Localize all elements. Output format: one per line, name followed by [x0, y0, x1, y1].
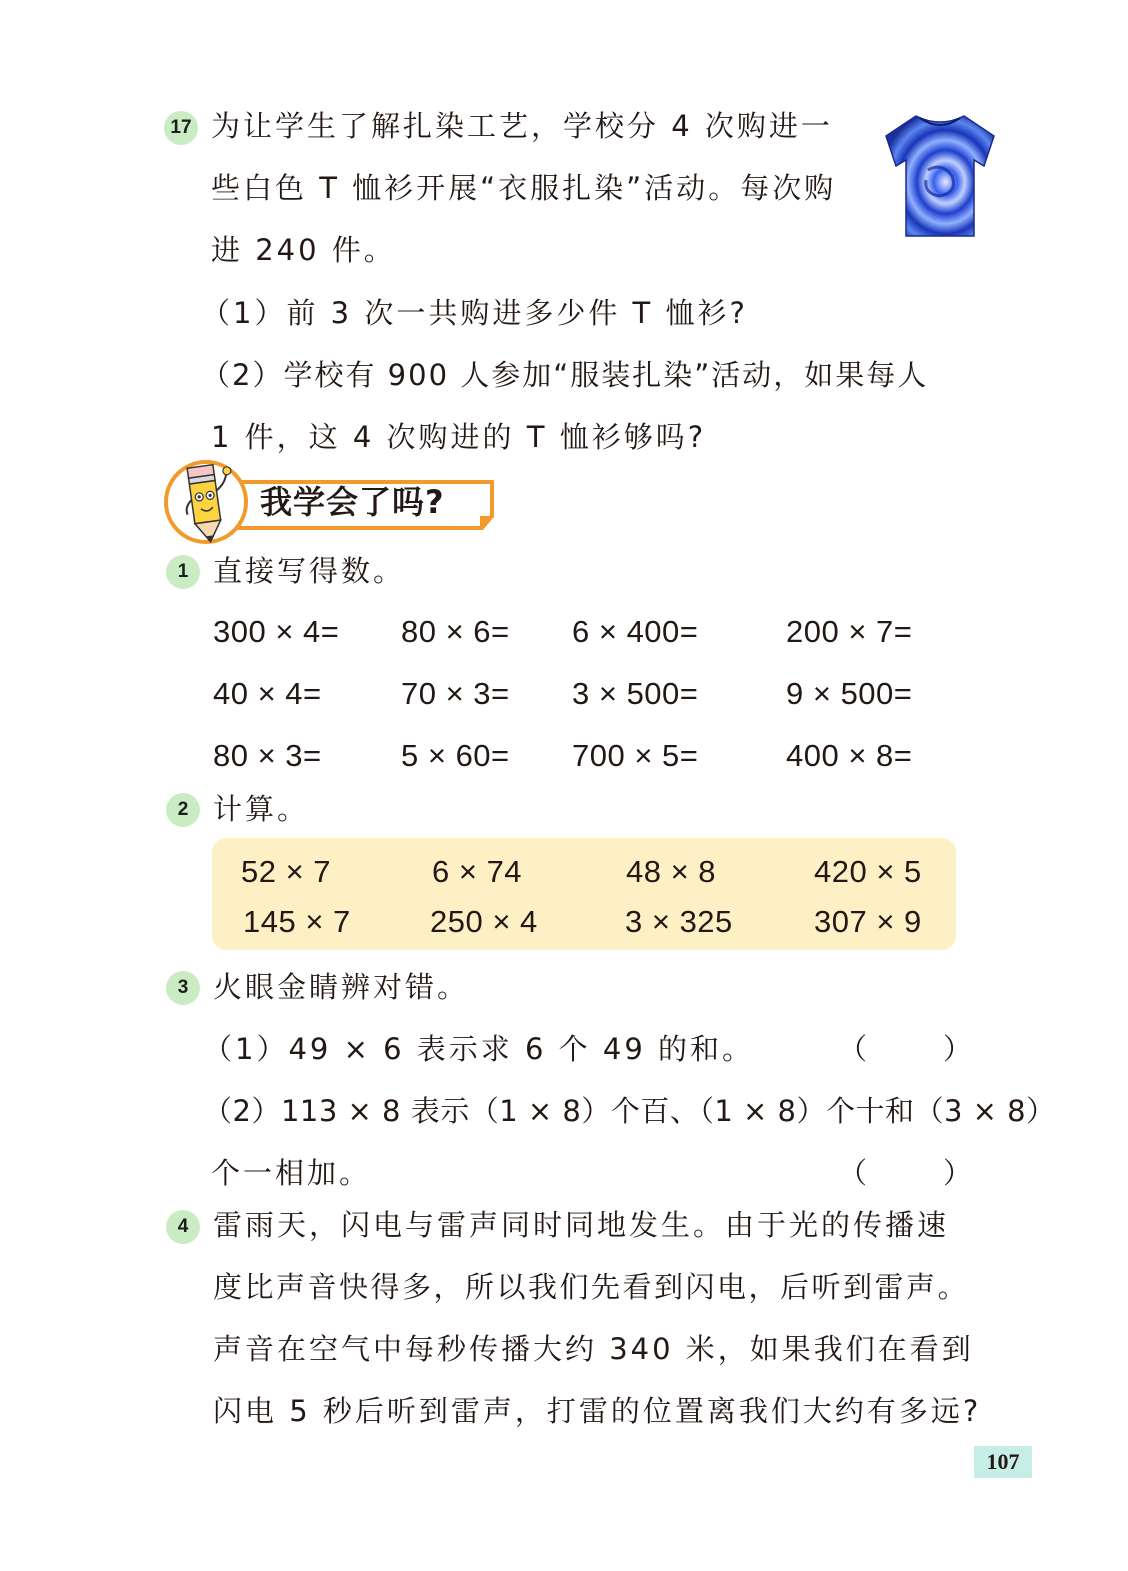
pencil-mascot-icon	[162, 458, 252, 548]
question-title: 火眼金睛辨对错。	[213, 970, 470, 1004]
problem-text-line: 声音在空气中每秒传播大约 340 米，如果我们在看到	[213, 1332, 974, 1366]
judgement-statement: 个一相加。	[211, 1156, 372, 1190]
calc-item: 250 × 4	[430, 904, 538, 939]
problem-text-line: 为让学生了解扎染工艺，学校分 4 次购进一	[211, 109, 833, 143]
answer-parentheses: （ ）	[838, 1156, 979, 1190]
sub-question-line: 1 件，这 4 次购进的 T 恤衫够吗?	[211, 420, 707, 454]
calc-item: 6 × 74	[432, 854, 523, 889]
oral-calc-item: 9 × 500=	[786, 676, 913, 711]
oral-calc-item: 3 × 500=	[572, 676, 699, 711]
calc-item: 3 × 325	[625, 904, 733, 939]
tie-dye-tshirt-image	[882, 110, 998, 244]
question-number-badge: 3	[166, 971, 200, 1005]
section-header	[162, 458, 502, 548]
oral-calc-item: 40 × 4=	[213, 676, 322, 711]
problem-text-line: 些白色 T 恤衫开展“衣服扎染”活动。每次购	[211, 171, 837, 205]
calc-item: 145 × 7	[243, 904, 351, 939]
judgement-statement: （1）49 × 6 表示求 6 个 49 的和。	[203, 1032, 754, 1066]
oral-calc-item: 6 × 400=	[572, 614, 699, 649]
oral-calc-item: 80 × 6=	[401, 614, 510, 649]
sub-question-line: （1）前 3 次一共购进多少件 T 恤衫?	[201, 296, 748, 330]
oral-calc-item: 400 × 8=	[786, 738, 913, 773]
question-number-badge: 2	[166, 793, 200, 827]
calc-item: 52 × 7	[241, 854, 332, 889]
oral-calc-item: 300 × 4=	[213, 614, 340, 649]
calc-item: 307 × 9	[814, 904, 922, 939]
question-title: 直接写得数。	[213, 554, 406, 588]
problem-text-line: 雷雨天，闪电与雷声同时同地发生。由于光的传播速	[213, 1208, 950, 1242]
answer-parentheses: （ ）	[838, 1032, 979, 1066]
section-title: 我学会了吗?	[260, 483, 445, 521]
oral-calc-item: 70 × 3=	[401, 676, 510, 711]
problem-text-line: 闪电 5 秒后听到雷声，打雷的位置离我们大约有多远?	[213, 1394, 982, 1428]
problem-text-line: 进 240 件。	[211, 233, 396, 267]
oral-calc-item: 5 × 60=	[401, 738, 510, 773]
sub-question-line: （2）学校有 900 人参加“服装扎染”活动，如果每人	[201, 358, 929, 392]
judgement-statement: （2）113 × 8 表示（1 × 8）个百、（1 × 8）个十和（3 × 8）	[203, 1094, 1056, 1128]
question-title: 计算。	[213, 792, 310, 826]
problem-text-line: 度比声音快得多，所以我们先看到闪电，后听到雷声。	[213, 1270, 970, 1304]
question-number-badge: 1	[166, 555, 200, 589]
oral-calc-item: 80 × 3=	[213, 738, 322, 773]
oral-calc-item: 200 × 7=	[786, 614, 913, 649]
page-number: 107	[974, 1446, 1032, 1478]
calc-item: 420 × 5	[814, 854, 922, 889]
question-number-badge: 4	[166, 1210, 200, 1244]
calc-item: 48 × 8	[626, 854, 717, 889]
oral-calc-item: 700 × 5=	[572, 738, 699, 773]
problem-number-badge: 17	[164, 111, 198, 145]
